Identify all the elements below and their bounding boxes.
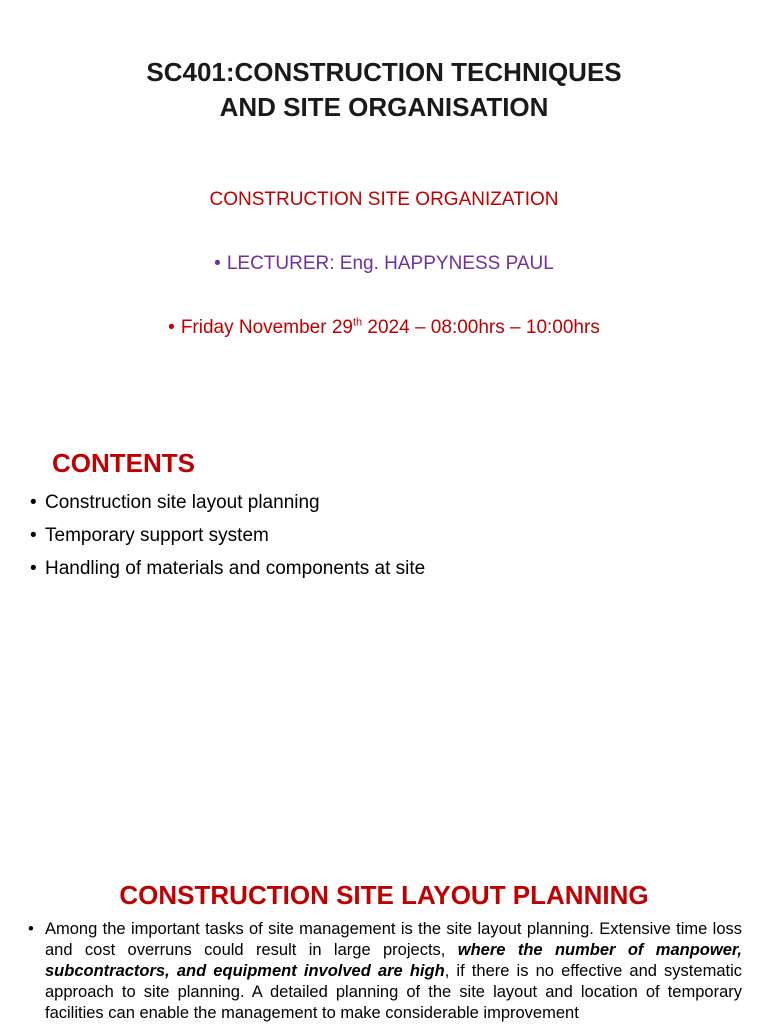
date-suffix: 2024 – 08:00hrs – 10:00hrs <box>362 317 600 338</box>
layout-planning-paragraph <box>28 919 742 1024</box>
paragraph-emphasis: where the number of manpower, subcontractors, and equipment involved are high <box>45 941 742 980</box>
course-title-line2: AND SITE ORGANISATION <box>219 92 549 122</box>
layout-planning-slide <box>0 860 768 1024</box>
topic-subtitle: CONSTRUCTION SITE ORGANIZATION <box>209 189 559 210</box>
list-item: • Temporary support system <box>30 519 425 552</box>
contents-slide <box>0 440 768 860</box>
paragraph-part2: , if there is no effective and systematic approach to site planning. A detailed planning of the site layout and location of temporary facilities can enable the management to make considerable improvement <box>45 962 742 1022</box>
lecturer-line <box>0 253 768 275</box>
bullet-marker: • <box>28 920 34 938</box>
list-item: • Handling of materials and components at site <box>30 552 425 585</box>
course-title-line1: SC401:CONSTRUCTION TECHNIQUES <box>146 57 622 87</box>
bullet-marker: • <box>214 253 221 274</box>
lecturer-name: LECTURER: Eng. HAPPYNESS PAUL <box>226 253 554 274</box>
bullet-marker: • <box>168 317 175 338</box>
date-prefix: Friday November 29 <box>180 317 353 338</box>
title-slide <box>0 0 768 420</box>
contents-list <box>30 486 425 585</box>
paragraph-text <box>45 919 742 1024</box>
date-ordinal: th <box>352 316 363 329</box>
contents-heading: CONTENTS <box>52 448 195 478</box>
list-item: • Construction site layout planning <box>30 486 425 519</box>
layout-planning-heading: CONSTRUCTION SITE LAYOUT PLANNING <box>119 880 649 910</box>
date-time-line <box>0 317 768 339</box>
paragraph-part1: Among the important tasks of site management is the site layout planning. Extensive time loss and cost overruns could result in large projects, <box>45 920 742 959</box>
course-title <box>0 55 768 125</box>
